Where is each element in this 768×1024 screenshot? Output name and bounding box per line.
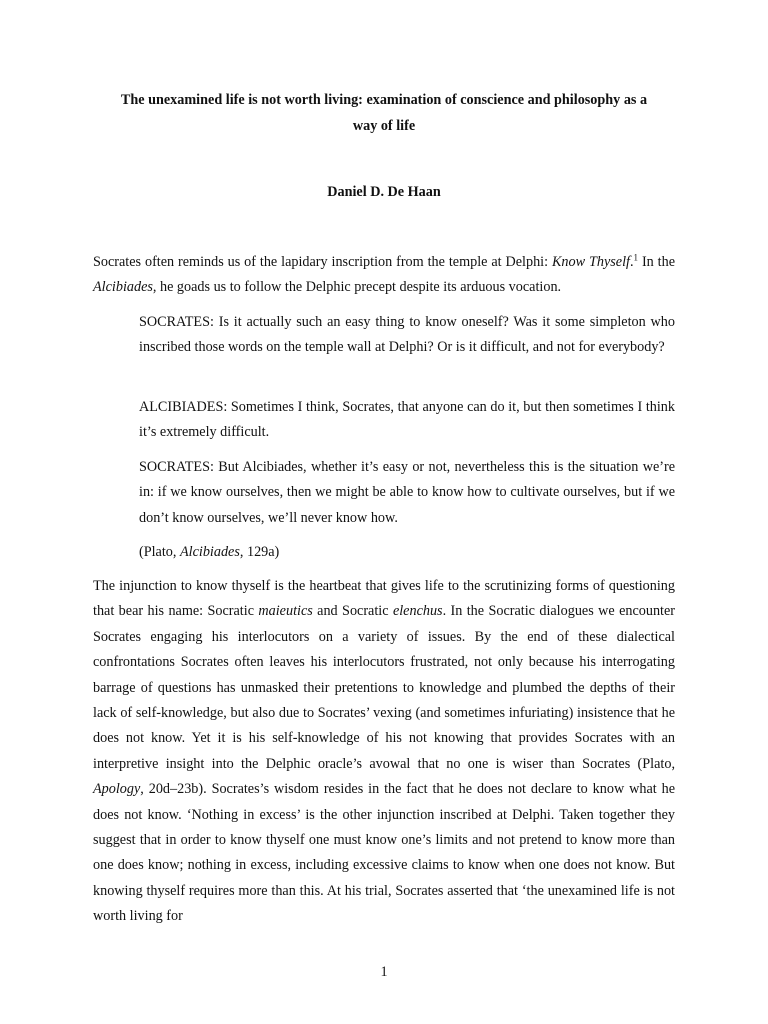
main-paragraph	[93, 574, 675, 930]
page-number: 1	[380, 964, 388, 980]
quote-alcibiades: ALCIBIADES: Sometimes I think, Socrates, that anyone can do it, but then sometimes I think it’s extremely difficult.	[139, 399, 675, 441]
footnote-marker[interactable]: 1	[633, 252, 639, 263]
know-thyself-phrase: Know Thyself	[551, 254, 630, 270]
main-text-4: , 20d–23b). Socrates’s wisdom resides in the fact that he does not declare to know what he does not know. ‘Nothing in excess’ is the other injunction inscribed at Delphi. Taken together they suggest that in order to know thyself one must know one’s limits and not pretend to know more than one does know; nothing in excess, including excessive claims to know when one does not know. But knowing thyself requires more than this. At his trial, Socrates asserted that ‘the unexamined life is not worth living for	[93, 781, 675, 925]
main-text-3: . In the Socratic dialogues we encounter Socrates engaging his interlocutors on a variety of issues. By the end of these dialectical confrontations Socrates often leaves his interlocutors frustrated, not only because his interrogating barrage of questions has unmasked their pretentions to knowledge and plumbed the depths of their lack of self-knowledge, but also due to Socrates’ vexing (and sometimes infuriating) insistence that he does not know. Yet it is his self-knowledge of his not knowing that provides Socrates with an interpretive insight into the Delphic oracle’s avowal that no one is wiser than Socrates (Plato,	[93, 603, 675, 772]
title-line-2: way of life	[352, 118, 416, 134]
alcibiades-title: Alcibiades	[93, 279, 153, 296]
main-text-2: and Socratic	[312, 603, 393, 620]
author-name: Daniel D. De Haan	[327, 184, 441, 200]
intro-text-3: , he goads us to follow the Delphic precept despite its arduous vocation.	[152, 279, 562, 296]
quote-socrates-1: SOCRATES: Is it actually such an easy thing to know oneself? Was it some simpleton who inscribed those words on the temple wall at Delphi? Or is it difficult, and not for everybody?	[139, 314, 675, 356]
maieutics-term: maieutics	[258, 603, 313, 620]
intro-paragraph	[93, 250, 675, 301]
citation-work: Alcibiades	[179, 544, 240, 560]
quote-citation	[139, 540, 675, 565]
intro-text-2: In the	[638, 254, 675, 270]
intro-period: .	[629, 254, 634, 270]
document-title	[80, 87, 688, 139]
intro-text-1: Socrates often reminds us of the lapidary inscription from the temple at Delphi:	[93, 254, 552, 270]
quote-socrates-2: SOCRATES: But Alcibiades, whether it’s easy or not, nevertheless this is the situation we’re in: if we know ourselves, then we might be able to know how to cultivate ourselves, but if we don’t know ourselves, we’ll never know how.	[139, 459, 675, 526]
citation-close: , 129a)	[239, 544, 280, 560]
citation-open: (Plato,	[139, 544, 180, 560]
main-text-1: The injunction to know thyself is the heartbeat that gives life to the scrutinizing forms of questioning that bear his name: Socratic	[93, 578, 675, 620]
elenchus-term: elenchus	[392, 603, 443, 620]
title-line-1: The unexamined life is not worth living: examination of conscience and philosophy as a	[120, 92, 648, 108]
apology-title: Apology	[93, 781, 141, 798]
